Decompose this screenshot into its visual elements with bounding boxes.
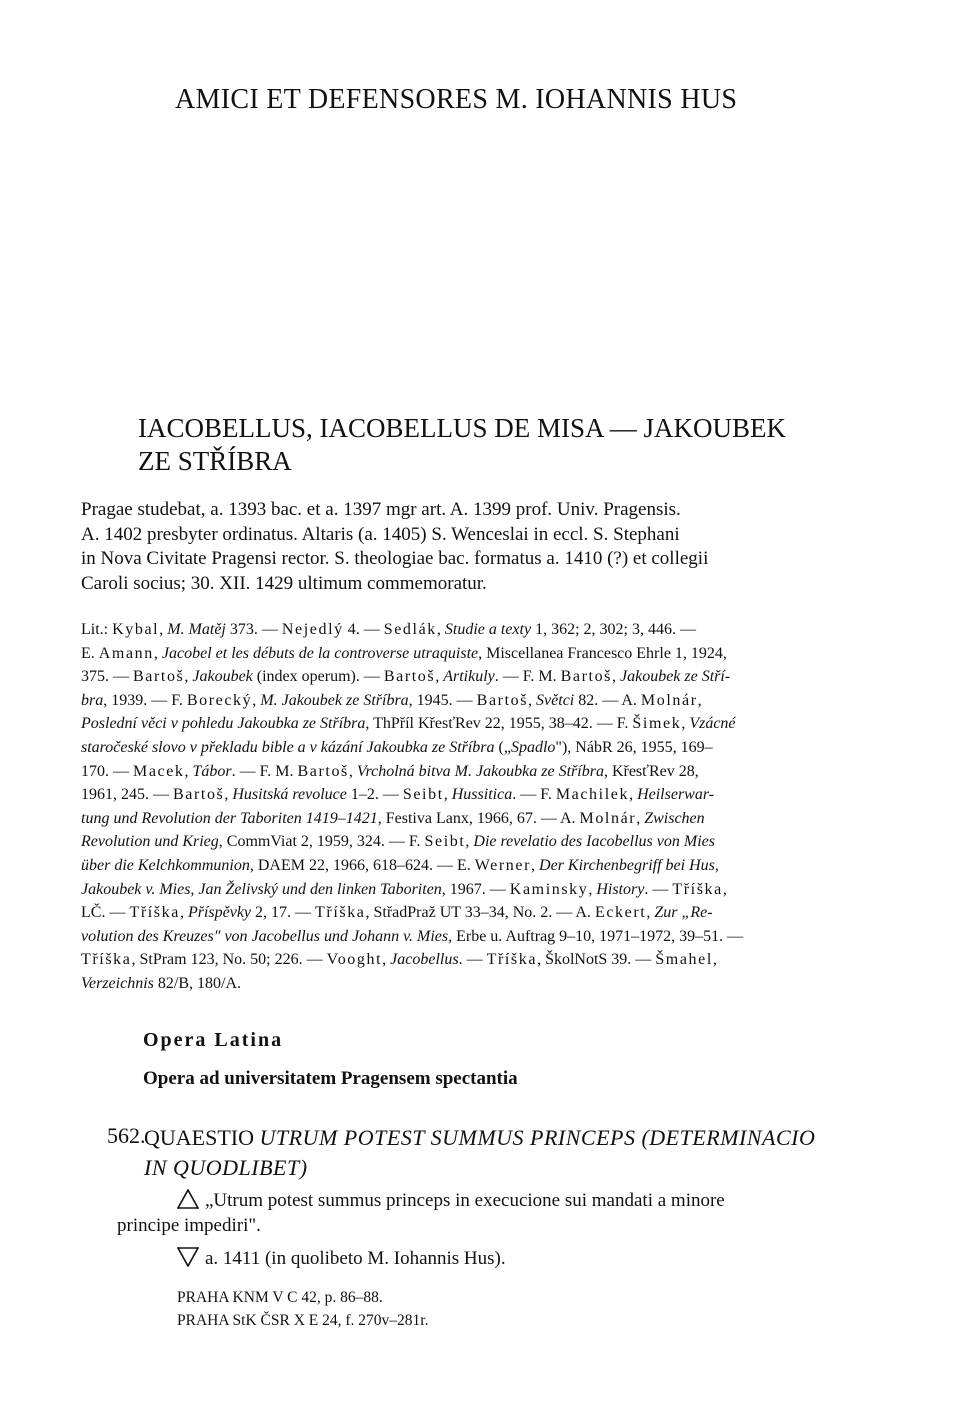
author-name: Tříška — [486, 951, 538, 969]
literature-text: , — [712, 951, 717, 969]
triangle-up-icon — [177, 1189, 199, 1209]
literature-text: , ThPříl KřesťRev 22, 1955, 38–42. — F. — [365, 715, 633, 733]
literature-text: , CommViat 2, 1959, 324. — F. — [218, 833, 425, 851]
literature-text: , StPram 123, No. 50; 226. — — [131, 951, 327, 969]
author-name: Bartoš — [383, 668, 436, 686]
author-name: Machilek — [555, 786, 630, 804]
incipit-line — [117, 1188, 877, 1213]
literature-line — [81, 878, 881, 902]
title-italic: History — [596, 880, 645, 898]
literature-text: , — [697, 691, 702, 709]
author-name: Bartoš — [173, 786, 225, 804]
biography-line: in Nova Civitate Pragensi rector. S. theologiae bac. formatus a. 1410 (?) et collegii — [81, 548, 709, 569]
literature-text: , — [443, 786, 452, 804]
author-name: Bartoš — [297, 762, 349, 780]
literature-text: 1, 362; 2, 302; 3, 446. — — [531, 621, 696, 638]
literature-text: (index operum). — — [252, 668, 384, 686]
author-name: Eckert — [594, 904, 647, 922]
biography-line: Pragae studebat, a. 1393 bac. et a. 1397 mgr art. A. 1399 prof. Univ. Pragensis. — [81, 499, 681, 520]
literature-text: , 1939. — F. — [103, 691, 187, 709]
title-italic: Hussitica — [451, 786, 513, 804]
author-name: Macek — [133, 762, 185, 780]
literature-text: , KřesťRev 28, — [603, 762, 699, 780]
literature-text: , — [722, 880, 727, 898]
title-italic: Studie a texty — [444, 621, 532, 638]
title-italic: Jakoubek ze Stří- — [620, 668, 731, 686]
section-heading: Opera Latina — [143, 1029, 284, 1051]
author-name: Molnár — [579, 809, 637, 827]
title-italic: Die revelatio des Iacobellus von Mies — [473, 833, 715, 851]
running-head: AMICI ET DEFENSORES M. IOHANNIS HUS — [175, 84, 738, 115]
incipit-line: principe impediri". — [117, 1215, 261, 1236]
author-name: Nejedlý — [281, 621, 344, 638]
literature-line — [81, 807, 881, 831]
literature-text: , — [436, 621, 445, 638]
literature-text: 82/B, 180/A. — [153, 974, 241, 992]
work-title — [144, 1123, 815, 1183]
literature-text: , — [184, 668, 193, 686]
literature-text: , — [252, 691, 261, 709]
literature-text: , — [612, 668, 620, 686]
work-number: 562. — [107, 1123, 146, 1148]
literature-line — [81, 689, 881, 713]
work-title-line — [144, 1123, 815, 1153]
literature-text: . — — [644, 880, 673, 898]
incipit-text: „Utrum potest summus princeps in execucione sui mandati a minore — [205, 1190, 725, 1211]
title-italic: Artikuly — [443, 668, 495, 686]
title-italic: Revolution und Krieg — [81, 833, 219, 851]
literature-text: , — [588, 880, 597, 898]
literature-text: , — [184, 762, 193, 780]
title-italic: Světci — [536, 691, 575, 709]
work-title-line: IN QUODLIBET) — [144, 1155, 308, 1180]
author-name: Tříška — [672, 880, 723, 898]
literature-text: , Miscellanea Francesco Ehrle 1, 1924, — [478, 644, 727, 662]
title-italic: Zur „Re- — [654, 904, 713, 922]
literature-text: , ŠkolNotS 39. — — [537, 951, 656, 969]
literature-text: 4. — — [343, 621, 384, 638]
literature-text: , — [435, 668, 444, 686]
title-italic: tung und Revolution der Taboriten 1419–1421 — [81, 809, 378, 827]
literature-text: , Erbe u. Auftrag 9–10, 1971–1972, 39–51. — — [448, 927, 744, 945]
literature-text: , StřadPraž UT 33–34, No. 2. — A. — [365, 904, 595, 922]
literature-text: LČ. — — [81, 904, 130, 922]
title-italic: M. Matěj — [167, 621, 226, 638]
literature-line — [81, 783, 881, 807]
literature-text: , — [224, 786, 233, 804]
title-italic: Jacobellus — [390, 951, 459, 969]
literature-text: , — [629, 786, 638, 804]
literature-text: . — F. — [512, 786, 556, 804]
literature-line — [81, 948, 881, 972]
author-name: Tříška — [129, 904, 180, 922]
date-line — [177, 1247, 506, 1270]
literature-text: , — [636, 809, 645, 827]
literature-text: "), NábR 26, 1955, 169– — [555, 738, 713, 756]
date-text: a. 1411 (in quolibeto M. Iohannis Hus). — [205, 1248, 506, 1269]
literature-line — [81, 830, 881, 854]
title-italic: Jakoubek v. Mies, Jan Želivský und den linken Taboriten — [81, 880, 442, 898]
literature-line — [81, 642, 881, 666]
title-italic: Husitská revoluce — [232, 786, 347, 804]
literature-text: , — [179, 904, 188, 922]
literature-text: Lit.: — [81, 621, 113, 638]
literature-text: . — F. M. — [494, 668, 561, 686]
author-name: Werner — [474, 856, 532, 874]
biography-line: A. 1402 presbyter ordinatus. Altaris (a. 1405) S. Wenceslai in eccl. S. Stephani — [81, 523, 680, 545]
title-italic: Poslední věci v pohledu Jakoubka ze Stříbra — [81, 715, 366, 733]
title-italic: Jakoubek — [192, 668, 253, 686]
literature-text: , 1967. — — [441, 880, 510, 898]
literature-text: 1961, 245. — — [81, 786, 173, 804]
literature-text: , — [159, 621, 168, 638]
biography-line: Caroli socius; 30. XII. 1429 ultimum commemoratur. — [81, 572, 487, 594]
biography-paragraph — [81, 498, 877, 596]
literature-text: , — [646, 904, 655, 922]
work-title-italic: UTRUM POTEST SUMMUS PRINCEPS (DETERMINACIO — [259, 1125, 816, 1150]
literature-text: 373. — — [225, 621, 282, 638]
literature-text: . — F. M. — [231, 762, 298, 780]
title-italic: bra — [81, 691, 104, 709]
manuscript-entry: PRAHA StK ČSR X E 24, f. 270v–281r. — [177, 1311, 429, 1329]
literature-text: , Festiva Lanx, 1966, 67. — A. — [377, 809, 580, 827]
literature-text: , — [153, 644, 162, 662]
manuscript-entry: PRAHA KNM V C 42, p. 86–88. — [177, 1289, 383, 1306]
title-italic: Spadlo — [510, 738, 556, 756]
literature-text: , — [531, 856, 540, 874]
literature-line — [81, 665, 881, 689]
author-name: Seibt — [424, 833, 466, 851]
literature-text: 170. — — [81, 762, 133, 780]
author-name: Amann — [98, 644, 154, 662]
literature-text: , — [528, 691, 537, 709]
author-name: Tříška — [315, 904, 366, 922]
author-name: Tříška — [81, 951, 132, 969]
subsection-heading: Opera ad universitatem Pragensem spectantia — [143, 1068, 518, 1089]
author-name: Šmahel — [655, 951, 713, 969]
literature-line — [81, 736, 881, 760]
literature-line — [81, 901, 881, 925]
manuscript-list — [177, 1287, 428, 1332]
literature-text: E. — [81, 644, 99, 662]
literature-block — [81, 618, 881, 996]
author-name: Bartoš — [133, 668, 185, 686]
title-italic: Heilserwar- — [637, 786, 715, 804]
incipit — [117, 1188, 877, 1238]
title-italic: Vrcholná bitva M. Jakoubka ze Stříbra — [356, 762, 604, 780]
title-italic: volution des Kreuzes" von Jacobellus und Johann v. Mies — [81, 927, 449, 945]
author-name: Vooght — [326, 951, 383, 969]
title-italic: Příspěvky — [187, 904, 252, 922]
author-name: Molnár — [640, 691, 698, 709]
author-name: Borecký — [186, 691, 253, 709]
title-italic: M. Jakoubek ze Stříbra — [260, 691, 409, 709]
literature-text: 375. — — [81, 668, 133, 686]
literature-text: , — [382, 951, 391, 969]
title-italic: Vzácné — [689, 715, 736, 733]
title-italic: über die Kelchkommunion — [81, 856, 250, 874]
literature-line — [81, 712, 881, 736]
title-italic: staročeské slovo v překladu bible a v kázání Jakoubka ze Stříbra — [81, 738, 495, 756]
literature-line — [81, 618, 881, 642]
entry-title — [138, 412, 786, 478]
author-name: Bartoš — [560, 668, 612, 686]
title-italic: Jacobel et les débuts de la controverse utraquiste — [161, 644, 479, 662]
triangle-down-icon — [177, 1247, 199, 1267]
literature-text: , DAEM 22, 1966, 618–624. — E. — [249, 856, 475, 874]
literature-text: 2, 17. — — [251, 904, 316, 922]
author-name: Bartoš — [476, 691, 529, 709]
literature-text: . — — [458, 951, 487, 969]
literature-text: 1–2. — — [346, 786, 403, 804]
literature-line — [81, 760, 881, 784]
literature-text: 82. — A. — [574, 691, 641, 709]
work-title-upright: QUAESTIO — [144, 1125, 260, 1150]
literature-text: , — [465, 833, 474, 851]
literature-text: , 1945. — — [408, 691, 477, 709]
author-name: Kaminsky — [509, 880, 589, 898]
title-italic: Tábor — [192, 762, 232, 780]
title-italic: Verzeichnis — [81, 974, 154, 992]
literature-line — [81, 972, 881, 996]
literature-line — [81, 854, 881, 878]
author-name: Sedlák — [383, 621, 437, 638]
author-name: Seibt — [402, 786, 444, 804]
literature-text: , — [348, 762, 357, 780]
title-italic: Zwischen — [644, 809, 705, 827]
literature-line — [81, 925, 881, 949]
literature-text: („ — [494, 738, 511, 756]
title-italic: Der Kirchenbegriff bei Hus, — [539, 856, 719, 874]
literature-text: , — [681, 715, 690, 733]
author-name: Kybal — [112, 621, 160, 638]
entry-title-line: ZE STŘÍBRA — [138, 446, 292, 476]
entry-title-line: IACOBELLUS, IACOBELLUS DE MISA — JAKOUBEK — [138, 413, 787, 443]
author-name: Šimek — [632, 715, 682, 733]
